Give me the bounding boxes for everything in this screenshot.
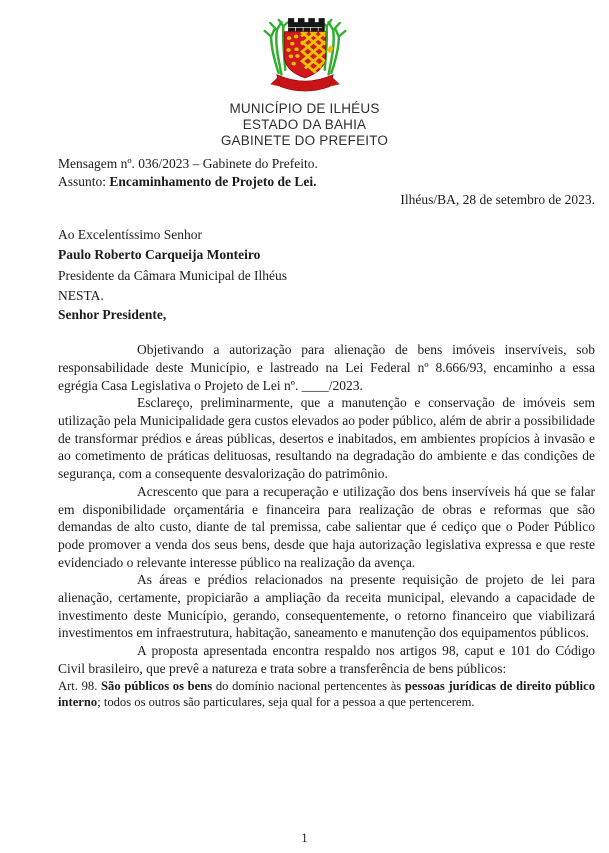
quote-bold-2: pessoas jurídicas de direito público interno	[58, 678, 595, 710]
recipient-name: Paulo Roberto Carqueija Monteiro	[58, 247, 261, 263]
recipient-honorific: Ao Excelentíssimo Senhor	[58, 227, 202, 242]
letterhead	[0, 101, 609, 149]
org-office: GABINETE DO PREFEITO	[220, 133, 389, 148]
coat-of-arms-icon	[258, 11, 352, 97]
recipient-block	[58, 225, 595, 306]
page-number: 1	[301, 831, 308, 845]
recipient-city: NESTA.	[58, 287, 104, 303]
shield-icon	[284, 32, 325, 78]
quote-middle: do domínio nacional pertencentes às	[212, 678, 405, 693]
mural-crown-icon	[288, 18, 325, 32]
legal-quote-art-98	[58, 678, 595, 712]
org-name: MUNICÍPIO DE ILHÉUS	[229, 101, 380, 116]
paragraph-2: Esclareço, preliminarmente, que a manutenção e conservação de imóveis sem utilização pela Municipalidade gera custos elevados ao poder público, além de abrir a possibilidade de transformar prédios e áreas públicas, desertos e inabitados, em ambientes propícios à invasão e ao cometimento de práticas delituosas, resultando na degradação do ambiente e das condições de segurança, com a consequente desvalorização do patrimônio.	[58, 395, 595, 482]
message-number-line: Mensagem nº. 036/2023 – Gabinete do Prefeito.	[58, 156, 318, 171]
org-state: ESTADO DA BAHIA	[242, 117, 367, 132]
crest-row	[0, 0, 609, 97]
recipient-title: Presidente da Câmara Municipal de Ilhéus	[58, 267, 288, 283]
paragraph-4: As áreas e prédios relacionados na presente requisição de projeto de lei para alienação, certamente, propiciarão a ampliação da receita municipal, elevando a capacidade de investimento deste Município, gerando, consequentemente, o retorno financeiro que viabilizará investimentos em infraestrutura, habitação, saneamento e manutenção dos equipamentos públicos.	[58, 572, 595, 641]
quote-bold-1: São públicos os bens	[101, 678, 213, 693]
paragraph-1: Objetivando a autorização para alienação de bens imóveis inservíveis, sob responsabilidade deste Município, e lastreado na Lei Federal nº 8.666/93, encaminho a essa egrégia Casa Legislativa o Projeto de Lei nº. ____/2023.	[58, 342, 595, 393]
letter-body	[58, 155, 595, 711]
subject-line	[58, 173, 595, 191]
dateline: Ilhéus/BA, 28 de setembro de 2023.	[400, 192, 595, 207]
subject-label: Assunto:	[58, 174, 110, 189]
quote-prefix: Art. 98.	[58, 678, 102, 693]
subject-value: Encaminhamento de Projeto de Lei.	[109, 174, 317, 189]
salutation: Senhor Presidente,	[58, 307, 167, 323]
paragraph-5: A proposta apresentada encontra respaldo nos artigos 98, caput e 101 do Código Civil brasileiro, que prevê a natureza e trata sobre a transferência de bens públicos:	[58, 643, 595, 676]
paragraph-3: Acrescento que para a recuperação e utilização dos bens inservíveis há que se falar em disponibilidade orçamentária e financeira para realização de obras e reformas que são demandas de alto custo, diante de tal premissa, cabe salientar que é cediço que o Poder Público pode promover a venda dos seus bens, desde que haja autorização legislativa expressa e que reste evidenciado o relevante interesse público na realização da avença.	[58, 483, 595, 570]
quote-suffix: ; todos os outros são particulares, seja qual for a pessoa a que pertencerem.	[97, 695, 475, 710]
